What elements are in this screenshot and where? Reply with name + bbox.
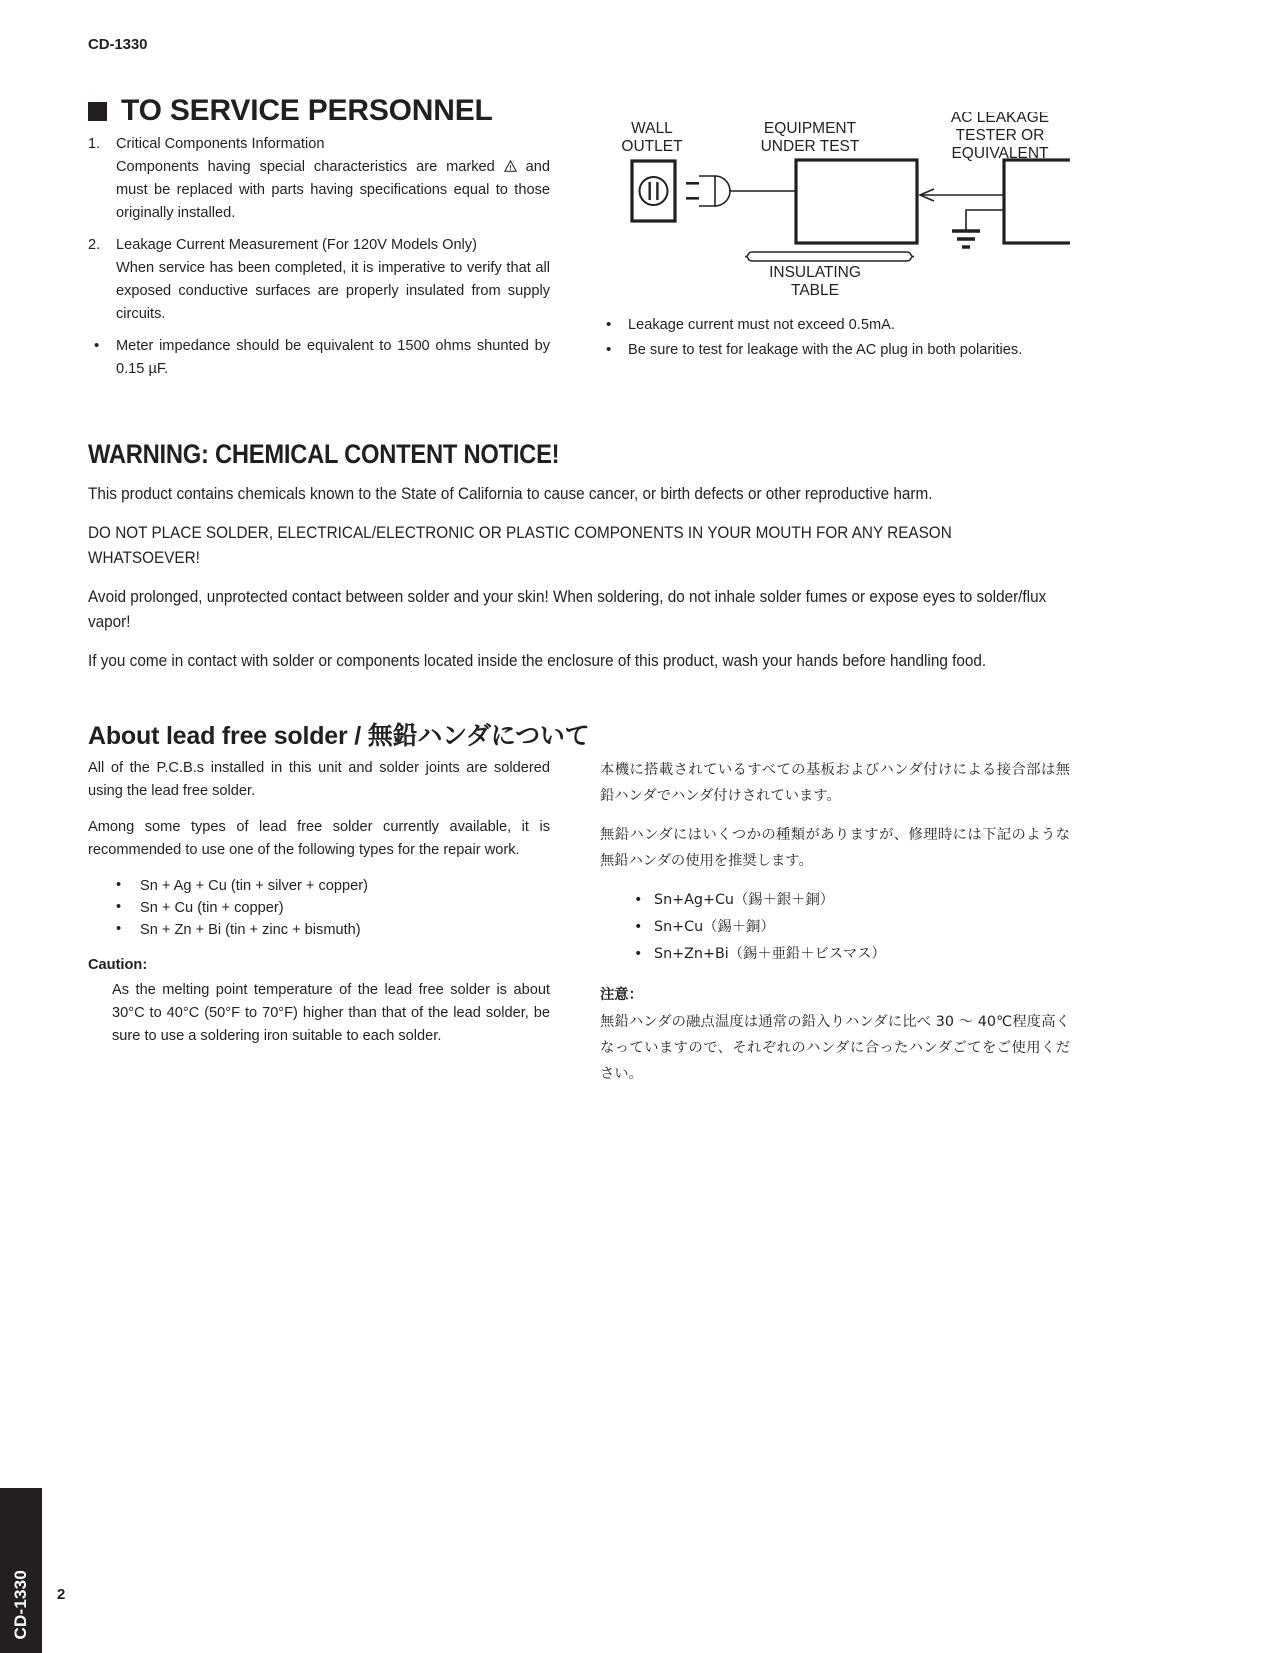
service-item-1-body — [116, 156, 550, 225]
bullet-icon: • — [634, 892, 643, 908]
page-number: 2 — [57, 1586, 66, 1603]
bullet-icon: • — [116, 921, 122, 937]
filled-square-icon — [88, 102, 107, 121]
service-item-2-body: When service has been completed, it is imperative to verify that all exposed conductive surfaces are properly insulated from supply circuits. — [116, 260, 550, 322]
list-item — [630, 941, 1070, 968]
chemical-warning-paragraph-2: DO NOT PLACE SOLDER, ELECTRICAL/ELECTRONIC OR PLASTIC COMPONENTS IN YOUR MOUTH FOR ANY REASON WHATSOEVER! — [88, 522, 952, 567]
bullet-icon: • — [116, 877, 122, 893]
diagram-wall-outlet-box — [632, 161, 675, 221]
diagram-outlet-circle — [640, 177, 668, 205]
list-item — [630, 887, 1070, 914]
service-item-1-lead: Critical Components Information — [116, 136, 325, 152]
service-item-1-body-post: and must be replaced with parts having specifications equal to those originally installed. — [116, 159, 550, 221]
diagram-tester-box — [1004, 160, 1070, 243]
lead-free-jp-paragraph-2: 無鉛ハンダにはいくつかの種類がありますが、修理時には下記のような無鉛ハンダの使用を推奨します。 — [600, 827, 1070, 869]
list-item — [112, 875, 550, 897]
chemical-warning-paragraph-1: This product contains chemicals known to the State of California to cause cancer, or birth defects or other reproductive harm. — [88, 483, 933, 503]
lead-free-solder-heading — [88, 722, 589, 751]
service-personnel-title: TO SERVICE PERSONNEL — [121, 94, 493, 127]
service-item-2-lead: Leakage Current Measurement (For 120V Models Only) — [116, 237, 477, 253]
japanese-note-body: 無鉛ハンダの融点温度は通常の鉛入りハンダに比べ 30 〜 40℃程度高くなっていますので、それぞれのハンダに合ったハンダごてをご使用ください。 — [600, 1014, 1070, 1082]
diagram-label-equipment-line1: EQUIPMENT — [763, 120, 857, 137]
service-left-column — [88, 133, 550, 383]
diagram-label-wall-outlet-line2: OUTLET — [621, 138, 683, 155]
service-personnel-heading — [88, 96, 493, 126]
service-left-bullet-1 — [88, 335, 550, 381]
bullet-icon: • — [606, 316, 612, 333]
diagram-insulating-table-brace — [745, 252, 914, 261]
service-right-bullet-2-text: Be sure to test for leakage with the AC plug in both polarities. — [628, 342, 1023, 358]
service-right-bullet-2 — [600, 339, 1068, 362]
service-right-bullet-1 — [600, 314, 1068, 337]
lead-free-japanese-column — [600, 757, 1070, 1087]
lead-free-english-column — [88, 757, 550, 1048]
lead-free-jp-bullet-2: Sn+Cu（錫＋銅） — [654, 919, 775, 935]
caution-body: As the melting point temperature of the lead free solder is about 30°C to 40°C (50°F to 70°F) higher than that of the lead solder, be sure to use a soldering iron suitable to each solder. — [112, 982, 550, 1044]
diagram-label-insulating-line2: TABLE — [791, 282, 839, 299]
bullet-icon: • — [94, 337, 100, 354]
service-item-2 — [88, 234, 550, 326]
bullet-icon: • — [116, 899, 122, 915]
leakage-test-diagram — [600, 112, 1070, 302]
list-item — [112, 897, 550, 919]
diagram-equipment-box — [796, 160, 917, 243]
diagram-label-tester-line2: TESTER OR — [955, 127, 1045, 144]
diagram-label-tester-line1: AC LEAKAGE — [950, 112, 1050, 126]
lead-free-jp-bullet-3: Sn+Zn+Bi（錫＋亜鉛＋ビスマス） — [654, 946, 886, 962]
diagram-label-wall-outlet-line1: WALL — [631, 120, 673, 137]
lead-free-heading-japanese: 無鉛ハンダについて — [367, 721, 590, 750]
service-item-1 — [88, 133, 550, 225]
diagram-outlet-slot-right — [656, 182, 658, 200]
list-item — [630, 914, 1070, 941]
diagram-label-tester-line3: EQUIVALENT — [951, 145, 1049, 162]
lead-free-en-bullet-3: Sn + Zn + Bi (tin + zinc + bismuth) — [140, 922, 361, 938]
diagram-ground-lead — [966, 210, 1004, 230]
lead-free-en-paragraph-2: Among some types of lead free solder currently available, it is recommended to use one of the following types for the repair work. — [88, 819, 550, 858]
lead-free-jp-bullet-list — [600, 887, 1070, 968]
diagram-outlet-slot-left — [649, 182, 651, 200]
bullet-icon: • — [634, 946, 643, 962]
caution-label: Caution: — [88, 957, 148, 973]
lead-free-jp-bullet-1: Sn+Ag+Cu（錫＋銀＋銅） — [654, 892, 835, 908]
chemical-warning-section — [88, 440, 1068, 673]
list-item — [112, 919, 550, 941]
diagram-label-equipment-line2: UNDER TEST — [760, 138, 860, 155]
lead-free-en-paragraph-1: All of the P.C.B.s installed in this unit and solder joints are soldered using the lead free solder. — [88, 760, 550, 799]
service-left-bullet-1-text: Meter impedance should be equivalent to 1500 ohms shunted by 0.15 µF. — [116, 338, 550, 377]
bullet-icon: • — [606, 341, 612, 358]
lead-free-en-bullet-2: Sn + Cu (tin + copper) — [140, 900, 284, 916]
lead-free-heading-english: About lead free solder / — [88, 722, 368, 750]
chemical-warning-paragraph-3: Avoid prolonged, unprotected contact between solder and your skin! When soldering, do not inhale solder fumes or expose eyes to solder/flux vapor! — [88, 586, 1047, 631]
service-right-bullet-1-text: Leakage current must not exceed 0.5mA. — [628, 317, 895, 333]
chemical-warning-title: WARNING: CHEMICAL CONTENT NOTICE! — [88, 439, 560, 469]
list-marker: 1. — [88, 136, 101, 152]
lead-free-jp-paragraph-1: 本機に搭載されているすべての基板およびハンダ付けによる接合部は無鉛ハンダでハンダ付けされています。 — [600, 762, 1070, 804]
side-tab — [0, 1488, 42, 1653]
service-item-1-body-pre: Components having special characteristics are marked — [116, 159, 495, 175]
diagram-ground-icon — [952, 231, 980, 247]
bullet-icon: • — [634, 919, 643, 935]
running-head: CD-1330 — [88, 36, 148, 53]
chemical-warning-paragraph-4: If you come in contact with solder or components located inside the enclosure of this product, wash your hands before handling food. — [88, 650, 987, 670]
service-right-column — [600, 314, 1068, 364]
list-marker: 2. — [88, 237, 101, 253]
lead-free-en-bullet-1: Sn + Ag + Cu (tin + silver + copper) — [140, 878, 368, 894]
lead-free-en-bullet-list — [88, 875, 550, 941]
diagram-plug-icon — [686, 176, 730, 206]
warning-triangle-icon — [504, 160, 517, 172]
side-tab-label: CD-1330 — [11, 1569, 30, 1639]
diagram-label-insulating-line1: INSULATING — [769, 264, 861, 281]
japanese-note-label: 注意： — [600, 987, 643, 1003]
